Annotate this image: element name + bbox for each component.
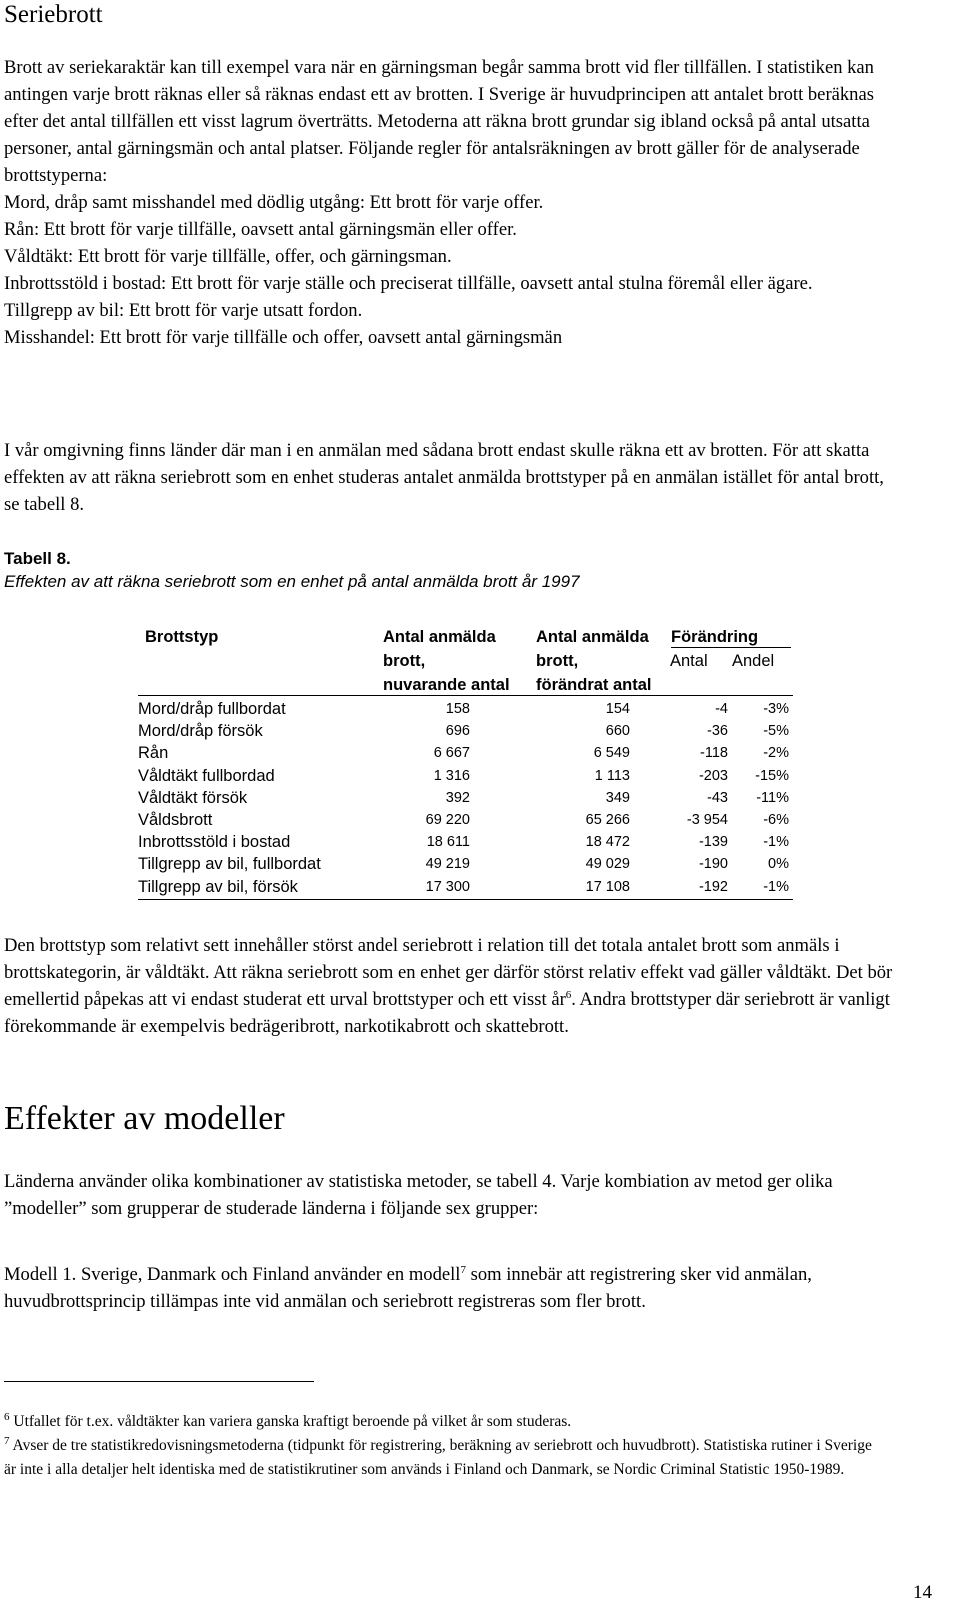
cell-current-count: 696 [445, 723, 470, 740]
table-row [138, 787, 793, 809]
paragraph-text-start: Modell 1. Sverige, Danmark och Finland använder en modell [4, 1264, 461, 1285]
cell-current-count: 158 [445, 701, 470, 717]
cell-change-count: -4 [715, 701, 728, 717]
cell-change-share: 0% [768, 856, 789, 873]
cell-brottstyp: Våldsbrott [138, 811, 213, 829]
cell-brottstyp: Mord/dråp försök [138, 722, 263, 741]
cell-changed-count: 1 113 [594, 767, 630, 784]
footnote-number: 6 [4, 1410, 10, 1423]
rule-misshandel: Misshandel: Ett brott för varje tillfälle och offer, oavsett antal gärningsmän [4, 327, 563, 348]
paragraph-valdtakt [4, 932, 894, 1040]
header-current-line2: brott, [383, 652, 426, 670]
cell-change-share: -15% [755, 767, 789, 784]
cell-change-share: -2% [763, 745, 789, 762]
paragraph-text-end: . Andra brottstyper där seriebrott är vanligt förekommande är exempelvis bedrägeribrott, narkotikabrott och skattebrott. [4, 989, 890, 1037]
section-heading-seriebrott: Seriebrott [4, 1, 103, 28]
cell-change-count: -139 [698, 834, 728, 851]
cell-brottstyp: Våldtäkt försök [138, 788, 248, 807]
cell-brottstyp: Tillgrepp av bil, fullbordat [138, 855, 321, 874]
cell-brottstyp: Tillgrepp av bil, försök [138, 877, 298, 896]
table-row [138, 853, 793, 875]
footnote-text: Avser de tre statistikredovisningsmetoderna (tidpunkt för registrering, beräkning av seriebrott och huvudbrott). Statistiska rutiner i Sverige är inte i alla detaljer helt identiska med de statistikrutiner som används i Finland och Danmark, se Nordic Criminal Statistic 1950-1989. [4, 1437, 872, 1478]
paragraph-text-start: Den brottstyp som relativt sett innehåller störst andel seriebrott i relation till det totala antalet brott som anmäls i brottskategorin, är våldtäkt. Att räkna seriebrott som en enhet ger därför störst relativ effekt vad gäller våldtäkt. Det bör emellertid påpekas att vi endast studerat ett urval brottstyper och ett visst år [4, 935, 893, 1010]
rule-inbrott: Inbrottsstöld i bostad: Ett brott för varje ställe och preciserat tillfälle, oavsett antal stulna föremål eller ägare. [4, 273, 813, 294]
rule-mord: Mord, dråp samt misshandel med dödlig utgång: Ett brott för varje offer. [4, 192, 544, 213]
rule-ran: Rån: Ett brott för varje tillfälle, oavsett antal gärningsmän eller offer. [4, 219, 517, 240]
cell-changed-count: 349 [605, 789, 630, 806]
cell-current-count: 392 [445, 789, 470, 806]
intro-paragraph: Brott av seriekaraktär kan till exempel vara när en gärningsman begår samma brott vid fler tillfällen. I statistiken kan antingen varje brott räknas eller så räknas endast ett av brotten. I Sverige är huvudprincipen att antalet brott beräknas efter det antal tillfällen ett visst lagrum överträtts. Metoderna att räkna brott grundar sig ibland också på antal utsatta personer, antal gärningsmän och antal platser. Följande regler för antalsräkningen av brott gäller för de analyserade brottstyperna: [4, 57, 874, 186]
paragraph-text: I vår omgivning finns länder där man i en anmälan med sådana brott endast skulle räkna ett av brotten. För att skatta effekten av att räkna seriebrott som en enhet studeras antalet anmälda brottstyper på en anmälan istället för antal brott, se tabell 8. [4, 440, 884, 515]
header-rule [138, 695, 793, 696]
footnote-text: Utfallet för t.ex. våldtäkter kan variera ganska kraftigt beroende på vilket år som studeras. [13, 1413, 572, 1430]
footnotes [4, 1410, 884, 1482]
paragraph-text [4, 1261, 894, 1315]
cell-change-count: -36 [707, 723, 728, 740]
paragraph-text: Länderna använder olika kombinationer av statistiska metoder, se tabell 4. Varje kombiation av metod ger olika ”modeller” som grupperar de studerade länderna i följande sex grupper: [4, 1171, 833, 1219]
cell-changed-count: 49 029 [585, 856, 630, 873]
header-group-underline [671, 647, 791, 648]
rule-tillgrepp: Tillgrepp av bil: Ett brott för varje utsatt fordon. [4, 300, 363, 321]
header-changed-line2: brott, [536, 652, 579, 670]
header-change-group: Förändring [671, 628, 759, 646]
rule-valdtakt: Våldtäkt: Ett brott för varje tillfälle, offer, och gärningsman. [4, 246, 452, 267]
cell-change-share: -1% [763, 834, 789, 851]
cell-change-count: -118 [700, 745, 728, 762]
table-label: Tabell 8. [4, 549, 71, 568]
cell-changed-count: 154 [605, 701, 630, 717]
paragraph-modell-1 [4, 1261, 894, 1315]
table-caption: Effekten av att räkna seriebrott som en enhet på antal anmälda brott år 1997 [4, 572, 580, 591]
footnote-ref-6[interactable]: 6 [565, 988, 572, 1001]
cell-changed-count: 6 549 [593, 745, 630, 762]
cell-change-count: -192 [698, 878, 728, 895]
cell-changed-count: 18 472 [585, 834, 630, 851]
table-row [138, 720, 793, 742]
cell-change-count: -203 [698, 767, 728, 784]
cell-change-share: -3% [763, 701, 789, 717]
table-row [138, 742, 793, 764]
cell-brottstyp: Inbrottsstöld i bostad [138, 833, 291, 852]
table-bottom-rule [138, 899, 793, 900]
section-heading-effekter: Effekter av modeller [4, 1100, 285, 1137]
footnote-ref-7[interactable]: 7 [460, 1263, 466, 1276]
table-row [138, 809, 793, 831]
table-row [138, 876, 793, 898]
cell-brottstyp: Våldtäkt fullbordad [138, 766, 275, 785]
table-row [138, 765, 793, 787]
header-changed-line3: förändrat antal [536, 676, 652, 694]
footnote-number: 7 [4, 1434, 10, 1447]
page-number: 14 [913, 1582, 932, 1603]
table-row [138, 698, 793, 720]
cell-changed-count: 65 266 [585, 812, 630, 828]
cell-brottstyp: Rån [138, 744, 169, 763]
footnote-7 [4, 1434, 884, 1482]
header-current-line3: nuvarande antal [383, 676, 510, 694]
cell-current-count: 6 667 [433, 745, 470, 762]
cell-change-count: -190 [698, 856, 728, 873]
cell-change-share: -11% [756, 789, 789, 806]
cell-changed-count: 17 108 [585, 878, 630, 895]
cell-changed-count: 660 [605, 723, 630, 740]
paragraph-text-end: som innebär att registrering sker vid anmälan, huvudbrottsprincip tillämpas inte vid anmälan och seriebrott registreras som fler brott. [4, 1264, 812, 1312]
cell-change-share: -5% [763, 723, 789, 740]
cell-current-count: 17 300 [425, 878, 470, 895]
header-current-line1: Antal anmälda [383, 628, 496, 646]
cell-change-share: -1% [763, 878, 789, 895]
cell-current-count: 1 316 [433, 767, 470, 784]
table-row [138, 831, 793, 853]
cell-change-count: -43 [707, 789, 728, 806]
header-change-share: Andel [732, 652, 775, 670]
header-brottstyp: Brottstyp [145, 628, 219, 646]
header-change-count: Antal [670, 652, 708, 670]
cell-change-count: -3 954 [686, 812, 728, 828]
footnote-6 [4, 1410, 884, 1434]
cell-change-share: -6% [763, 812, 789, 828]
header-changed-line1: Antal anmälda [536, 628, 649, 646]
body-text-block [4, 54, 884, 351]
cell-current-count: 18 611 [426, 834, 470, 851]
paragraph-text [4, 932, 894, 1040]
cell-brottstyp: Mord/dråp fullbordat [138, 700, 286, 718]
paragraph-models [4, 1168, 894, 1222]
cell-current-count: 49 219 [425, 856, 470, 873]
paragraph-serial-crime [4, 437, 884, 518]
footnote-separator [4, 1381, 314, 1382]
cell-current-count: 69 220 [425, 812, 470, 828]
